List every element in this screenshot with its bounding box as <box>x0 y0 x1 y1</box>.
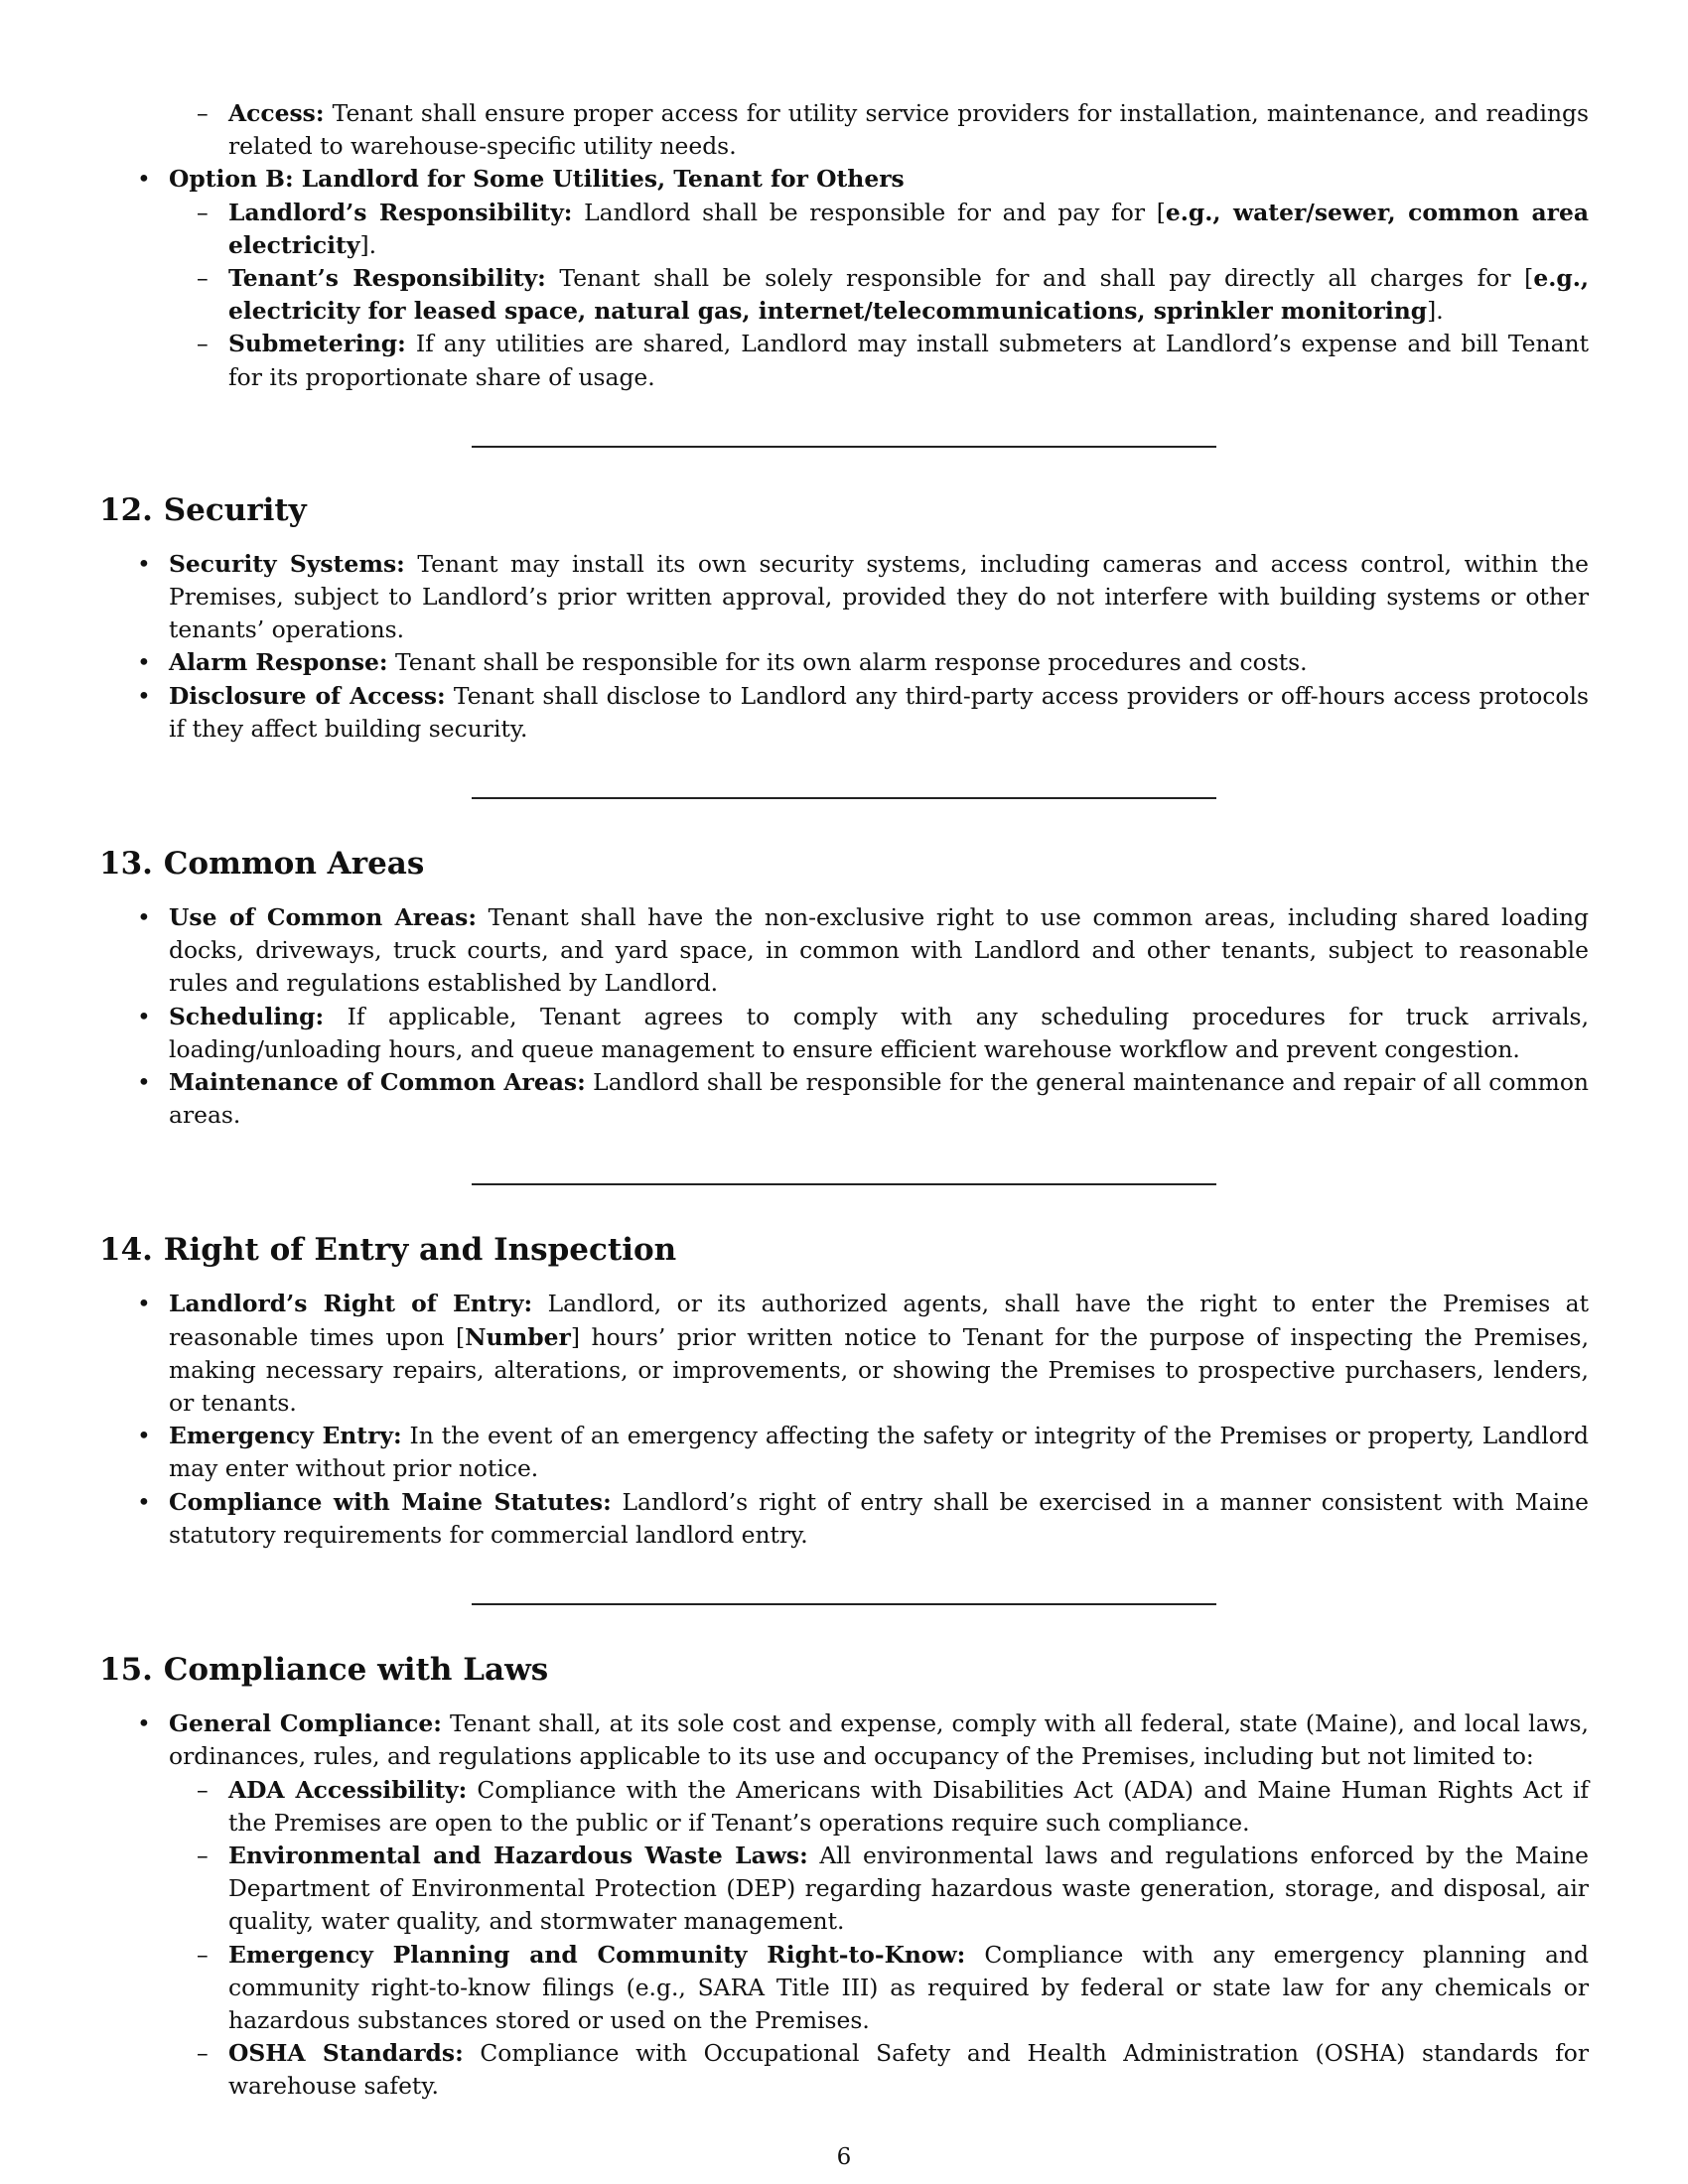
landlord-responsibility-item <box>99 197 1589 262</box>
item-text: Compliance with Occupational Safety and Health Administration (OSHA) standards for warehouse safety. <box>228 2039 1589 2101</box>
list-item <box>99 680 1589 746</box>
sub-list-item <box>99 2037 1589 2103</box>
submetering-item <box>99 328 1589 393</box>
item-text: ] hours’ prior written notice to Tenant for the purpose of inspecting the Premises, making necessary repairs, alterations, or improvements, or showing the Premises to prospective purchasers, lenders, or tenants. <box>169 1322 1589 1418</box>
tenant-responsibility-text: Tenant shall be solely responsible for and shall pay directly all charges for [ <box>545 264 1534 293</box>
section-divider <box>472 1183 1216 1185</box>
tenant-responsibility-end: ]. <box>1427 297 1444 326</box>
item-text: Tenant shall disclose to Landlord any third-party access providers or off-hours access protocols if they affect building security. <box>169 681 1589 743</box>
list-item <box>99 646 1589 679</box>
item-label: Emergency Planning and Community Right-to-Know: <box>228 1940 966 1969</box>
tenant-responsibility-item <box>99 262 1589 328</box>
list-item <box>99 1420 1589 1485</box>
item-label: Maintenance of Common Areas: <box>169 1068 586 1097</box>
section-12-heading: 12. Security <box>99 491 307 528</box>
item-text: In the event of an emergency affecting the safety or integrity of the Premises or property, Landlord may enter without prior notice. <box>169 1422 1589 1483</box>
tenant-responsibility-label: Tenant’s Responsibility: <box>228 264 546 293</box>
landlord-responsibility-label: Landlord’s Responsibility: <box>228 198 573 226</box>
item-text: Compliance with the Americans with Disabilities Act (ADA) and Maine Human Rights Act if the Premises are open to the public or if Tenant’s operations require such compliance. <box>228 1775 1589 1837</box>
item-label: Use of Common Areas: <box>169 903 477 932</box>
item-text: Tenant shall, at its sole cost and expense, comply with all federal, state (Maine), and local laws, ordinances, rules, and regulations applicable to its use and occupancy of the Premises, including but not limited to: <box>169 1709 1589 1771</box>
landlord-responsibility-end: ]. <box>359 230 376 259</box>
page-content <box>99 97 1589 2104</box>
access-label: Access: <box>228 99 325 127</box>
landlord-responsibility-text: Landlord shall be responsible for and pay for [ <box>572 198 1166 226</box>
item-text: Compliance with any emergency planning and community right-to-know filings (e.g., SARA Title III) as required by federal or state law for any chemicals or hazardous substances stored or used on the Premises. <box>228 1940 1590 2034</box>
tenant-responsibility-placeholder: e.g., electricity for leased space, natural gas, internet/telecommunications, sprinkler monitoring <box>228 264 1589 326</box>
page-number: 6 <box>836 2144 852 2170</box>
section-14-list <box>99 1288 1589 1552</box>
list-item <box>99 1707 1589 1773</box>
item-text: Tenant may install its own security systems, including cameras and access control, within the Premises, subject to Landlord’s prior written approval, provided they do not interfere with building systems or other tenants’ operations. <box>169 549 1589 644</box>
item-text: Landlord’s right of entry shall be exercised in a manner consistent with Maine statutory requirements for commercial landlord entry. <box>169 1487 1589 1549</box>
item-label: Security Systems: <box>169 549 405 578</box>
item-label: ADA Accessibility: <box>228 1775 468 1804</box>
section-divider <box>472 446 1216 448</box>
list-item <box>99 1288 1589 1420</box>
list-item <box>99 1486 1589 1552</box>
list-item <box>99 1066 1589 1132</box>
sub-list-item <box>99 1939 1589 2038</box>
sub-list-item <box>99 1774 1589 1840</box>
item-label: Emergency Entry: <box>169 1422 402 1450</box>
section-divider <box>472 1603 1216 1605</box>
submetering-label: Submetering: <box>228 330 406 358</box>
item-text: Tenant shall have the non-exclusive right to use common areas, including shared loading docks, driveways, truck courts, and yard space, in common with Landlord and other tenants, subject to reasonable rules and regulations established by Landlord. <box>169 903 1589 998</box>
item-text: If applicable, Tenant agrees to comply with any scheduling procedures for truck arrivals, loading/unloading hours, and queue management to ensure efficient warehouse workflow and prevent congestion. <box>169 1002 1589 1063</box>
item-label: Landlord’s Right of Entry: <box>169 1290 533 1318</box>
item-text: Tenant shall be responsible for its own alarm response procedures and costs. <box>387 648 1308 677</box>
access-item <box>99 97 1589 163</box>
section-14-heading: 14. Right of Entry and Inspection <box>99 1232 677 1269</box>
item-label: Compliance with Maine Statutes: <box>169 1487 612 1516</box>
hours-placeholder: Number <box>465 1322 571 1351</box>
option-b-title: Option B: Landlord for Some Utilities, Tenant for Others <box>169 165 905 194</box>
item-label: Scheduling: <box>169 1002 325 1030</box>
list-item <box>99 901 1589 1001</box>
item-label: Disclosure of Access: <box>169 681 446 710</box>
item-text: Landlord shall be responsible for the general maintenance and repair of all common areas. <box>169 1068 1589 1130</box>
landlord-responsibility-placeholder: e.g., water/sewer, common area electricity <box>228 198 1589 259</box>
section-12-list <box>99 548 1589 746</box>
sub-list-item <box>99 1840 1589 1939</box>
section-15-heading: 15. Compliance with Laws <box>99 1652 549 1689</box>
item-text: Landlord, or its authorized agents, shall have the right to enter the Premises at reasonable times upon [ <box>169 1290 1589 1351</box>
section-13-heading: 13. Common Areas <box>99 846 425 883</box>
item-label: General Compliance: <box>169 1709 442 1738</box>
list-item <box>99 1001 1589 1066</box>
item-label: OSHA Standards: <box>228 2039 464 2068</box>
section-divider <box>472 797 1216 799</box>
list-item <box>99 548 1589 647</box>
item-label: Environmental and Hazardous Waste Laws: <box>228 1841 808 1869</box>
access-text: Tenant shall ensure proper access for utility service providers for installation, maintenance, and readings related to warehouse-specific utility needs. <box>228 99 1589 161</box>
submetering-text: If any utilities are shared, Landlord may install submeters at Landlord’s expense and bill Tenant for its proportionate share of usage. <box>228 330 1589 391</box>
item-text: All environmental laws and regulations enforced by the Maine Department of Environmental Protection (DEP) regarding hazardous waste generation, storage, and disposal, air quality, water quality, and stormwater management. <box>228 1841 1589 1936</box>
section-13-list <box>99 901 1589 1132</box>
section-15-list <box>99 1707 1589 2103</box>
item-label: Alarm Response: <box>169 648 388 677</box>
option-b-item <box>99 163 1589 196</box>
